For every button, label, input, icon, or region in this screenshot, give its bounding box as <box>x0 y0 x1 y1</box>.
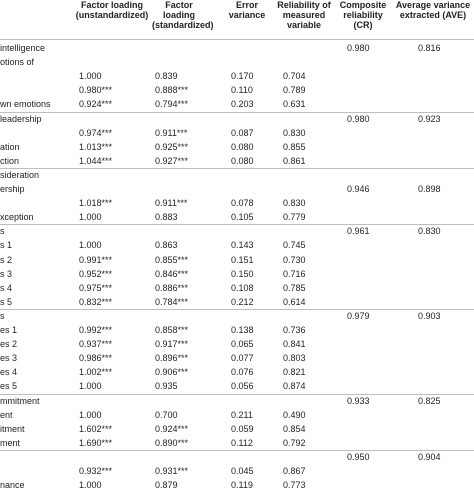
cell-row-label: intelligence <box>0 43 46 53</box>
cell-unstandardized-loading: 0.937*** <box>79 339 113 350</box>
table-row <box>0 394 474 409</box>
cell-row-label: mmitment <box>0 395 40 406</box>
cell-reliability: 0.785 <box>283 282 306 293</box>
cell-row-label: s 4 <box>0 282 13 293</box>
table-row <box>0 97 474 112</box>
header-reliability: Reliability of measured variable <box>277 0 331 30</box>
cell-ave: 0.923 <box>418 113 441 124</box>
cell-standardized-loading: 0.784*** <box>155 296 189 307</box>
header-standardized-loading: Factor loading (standardized) <box>152 0 214 30</box>
cell-ave: 0.816 <box>418 43 441 53</box>
cell-unstandardized-loading: 0.952*** <box>79 268 113 279</box>
cell-unstandardized-loading: 1.000 <box>79 409 102 420</box>
cell-error-variance: 0.212 <box>231 296 254 307</box>
cell-row-label: es 5 <box>0 381 18 392</box>
table-row <box>0 295 474 310</box>
cell-error-variance: 0.076 <box>231 367 254 378</box>
cell-standardized-loading: 0.911*** <box>155 127 188 138</box>
table-row <box>0 337 474 352</box>
cell-row-label: es 4 <box>0 367 18 378</box>
cell-error-variance: 0.143 <box>231 240 254 251</box>
cell-reliability: 0.821 <box>283 367 306 378</box>
cell-reliability: 0.874 <box>283 381 306 392</box>
cell-row-label: sideration <box>0 169 40 180</box>
table-row <box>0 478 474 493</box>
cell-row-label: ction <box>0 155 20 166</box>
cell-unstandardized-loading: 0.975*** <box>79 282 113 293</box>
cell-standardized-loading: 0.879 <box>155 480 178 491</box>
cell-ave: 0.825 <box>418 395 441 406</box>
table-row <box>0 436 474 451</box>
cell-error-variance: 0.077 <box>231 353 254 364</box>
table-row <box>0 224 474 239</box>
cell-unstandardized-loading: 0.932*** <box>79 466 113 476</box>
table-row <box>0 281 474 296</box>
cell-standardized-loading: 0.794*** <box>155 99 189 110</box>
cell-error-variance: 0.059 <box>231 423 254 434</box>
cell-row-label: xception <box>0 212 34 223</box>
cell-row-label: s <box>0 310 5 321</box>
cell-standardized-loading: 0.906*** <box>155 367 189 378</box>
cell-reliability: 0.745 <box>283 240 306 251</box>
cell-error-variance: 0.056 <box>231 381 254 392</box>
cell-row-label: ent <box>0 409 13 420</box>
cell-row-label: otions of <box>0 57 35 68</box>
cell-row-label: es 1 <box>0 325 18 335</box>
header-composite-reliability: Composite reliability (CR) <box>339 0 387 30</box>
table-row <box>0 408 474 423</box>
cell-unstandardized-loading: 0.832*** <box>79 296 113 307</box>
cell-composite-reliability: 0.961 <box>347 226 370 237</box>
header-rule <box>0 39 474 40</box>
cell-unstandardized-loading: 1.602*** <box>79 423 113 434</box>
cell-ave: 0.903 <box>418 310 441 321</box>
table-row <box>0 253 474 268</box>
table-row <box>0 323 474 338</box>
cell-reliability: 0.867 <box>283 466 306 476</box>
cell-standardized-loading: 0.911*** <box>155 198 188 209</box>
cell-reliability: 0.854 <box>283 423 306 434</box>
cell-reliability: 0.704 <box>283 71 306 82</box>
cell-unstandardized-loading: 0.986*** <box>79 353 113 364</box>
cell-row-label: itment <box>0 423 25 434</box>
cell-error-variance: 0.045 <box>231 466 254 476</box>
cell-reliability: 0.716 <box>283 268 306 279</box>
cell-unstandardized-loading: 1.000 <box>79 212 102 223</box>
cell-composite-reliability: 0.946 <box>347 184 370 194</box>
cell-standardized-loading: 0.886*** <box>155 282 189 293</box>
cell-error-variance: 0.065 <box>231 339 254 350</box>
cell-unstandardized-loading: 1.000 <box>79 71 102 82</box>
cell-error-variance: 0.105 <box>231 212 254 223</box>
cell-unstandardized-loading: 0.980*** <box>79 85 113 96</box>
cell-ave: 0.904 <box>418 451 441 462</box>
cell-error-variance: 0.211 <box>231 409 253 420</box>
cell-reliability: 0.773 <box>283 480 306 491</box>
cell-ave: 0.830 <box>418 226 441 237</box>
cell-composite-reliability: 0.980 <box>347 113 370 124</box>
cell-composite-reliability: 0.979 <box>347 310 370 321</box>
table-row <box>0 379 474 394</box>
cell-standardized-loading: 0.931*** <box>155 466 189 476</box>
cell-error-variance: 0.112 <box>231 437 253 448</box>
table-row <box>0 182 474 197</box>
cell-unstandardized-loading: 1.000 <box>79 240 102 251</box>
table-row <box>0 168 474 183</box>
cell-composite-reliability: 0.980 <box>347 43 370 53</box>
cell-unstandardized-loading: 0.924*** <box>79 99 113 110</box>
table-row <box>0 154 474 169</box>
cell-row-label: s <box>0 226 5 237</box>
cell-unstandardized-loading: 1.013*** <box>79 141 113 152</box>
cell-reliability: 0.830 <box>283 198 306 209</box>
table-row <box>0 422 474 437</box>
cell-row-label: s 5 <box>0 296 13 307</box>
table-row <box>0 450 474 465</box>
table-row <box>0 55 474 70</box>
cell-composite-reliability: 0.933 <box>347 395 370 406</box>
cell-reliability: 0.789 <box>283 85 306 96</box>
cell-error-variance: 0.119 <box>231 480 253 491</box>
cell-row-label: s 3 <box>0 268 13 279</box>
table-row <box>0 41 474 56</box>
cell-unstandardized-loading: 1.002*** <box>79 367 113 378</box>
cell-standardized-loading: 0.935 <box>155 381 178 392</box>
table-row <box>0 83 474 98</box>
cell-unstandardized-loading: 0.974*** <box>79 127 113 138</box>
header-error-variance: Error variance <box>228 0 266 20</box>
cell-standardized-loading: 0.924*** <box>155 423 189 434</box>
cell-reliability: 0.841 <box>283 339 306 350</box>
cell-standardized-loading: 0.888*** <box>155 85 189 96</box>
cell-standardized-loading: 0.925*** <box>155 141 189 152</box>
cell-ave: 0.898 <box>418 184 441 194</box>
cell-reliability: 0.792 <box>283 437 306 448</box>
header-ave: Average variance extracted (AVE) <box>395 0 471 20</box>
cell-reliability: 0.779 <box>283 212 306 223</box>
cell-error-variance: 0.170 <box>231 71 254 82</box>
cell-error-variance: 0.110 <box>231 85 253 96</box>
cell-row-label: es 2 <box>0 339 18 350</box>
cell-reliability: 0.490 <box>283 409 306 420</box>
table-row <box>0 69 474 84</box>
cell-standardized-loading: 0.839 <box>155 71 178 82</box>
table-row <box>0 365 474 380</box>
table-row <box>0 140 474 155</box>
cell-error-variance: 0.138 <box>231 325 254 335</box>
cell-standardized-loading: 0.855*** <box>155 254 189 265</box>
header-unstandardized-loading: Factor loading (unstandardized) <box>75 0 149 20</box>
cell-error-variance: 0.078 <box>231 198 254 209</box>
cell-composite-reliability: 0.950 <box>347 451 370 462</box>
cell-row-label: ation <box>0 141 20 152</box>
cell-row-label: es 3 <box>0 353 18 364</box>
cell-error-variance: 0.087 <box>231 127 254 138</box>
cell-unstandardized-loading: 0.992*** <box>79 325 113 335</box>
cell-standardized-loading: 0.927*** <box>155 155 189 166</box>
cell-reliability: 0.736 <box>283 325 306 335</box>
table-row <box>0 464 474 479</box>
cell-unstandardized-loading: 1.000 <box>79 480 102 491</box>
cell-row-label: s 2 <box>0 254 13 265</box>
cell-reliability: 0.861 <box>283 155 306 166</box>
cell-unstandardized-loading: 1.018*** <box>79 198 113 209</box>
cell-standardized-loading: 0.858*** <box>155 325 189 335</box>
cell-reliability: 0.631 <box>283 99 306 110</box>
cell-row-label: s 1 <box>0 240 13 251</box>
cell-error-variance: 0.203 <box>231 99 254 110</box>
cell-row-label: wn emotions <box>0 99 51 110</box>
cell-reliability: 0.614 <box>283 296 306 307</box>
table-row <box>0 210 474 225</box>
cell-reliability: 0.830 <box>283 127 306 138</box>
cell-reliability: 0.855 <box>283 141 306 152</box>
cell-unstandardized-loading: 1.044*** <box>79 155 113 166</box>
table-row <box>0 126 474 141</box>
cell-row-label: ership <box>0 184 25 194</box>
cell-standardized-loading: 0.890*** <box>155 437 189 448</box>
cell-error-variance: 0.080 <box>231 141 254 152</box>
cell-standardized-loading: 0.883 <box>155 212 178 223</box>
table-row <box>0 238 474 253</box>
cell-row-label: ment <box>0 437 21 448</box>
table-row <box>0 196 474 211</box>
cell-standardized-loading: 0.896*** <box>155 353 189 364</box>
cell-row-label: leadership <box>0 113 42 124</box>
cell-error-variance: 0.080 <box>231 155 254 166</box>
cell-row-label: nance <box>0 480 25 491</box>
cell-standardized-loading: 0.700 <box>155 409 178 420</box>
cell-reliability: 0.803 <box>283 353 306 364</box>
table-row <box>0 309 474 324</box>
cell-standardized-loading: 0.863 <box>155 240 178 251</box>
cell-standardized-loading: 0.917*** <box>155 339 189 350</box>
cell-error-variance: 0.150 <box>231 268 254 279</box>
table-row <box>0 112 474 127</box>
cell-unstandardized-loading: 0.991*** <box>79 254 113 265</box>
table-row <box>0 351 474 366</box>
cell-standardized-loading: 0.846*** <box>155 268 189 279</box>
table-row <box>0 267 474 282</box>
cell-unstandardized-loading: 1.000 <box>79 381 102 392</box>
cell-unstandardized-loading: 1.690*** <box>79 437 113 448</box>
cell-reliability: 0.730 <box>283 254 306 265</box>
cell-error-variance: 0.151 <box>231 254 254 265</box>
cell-error-variance: 0.108 <box>231 282 254 293</box>
